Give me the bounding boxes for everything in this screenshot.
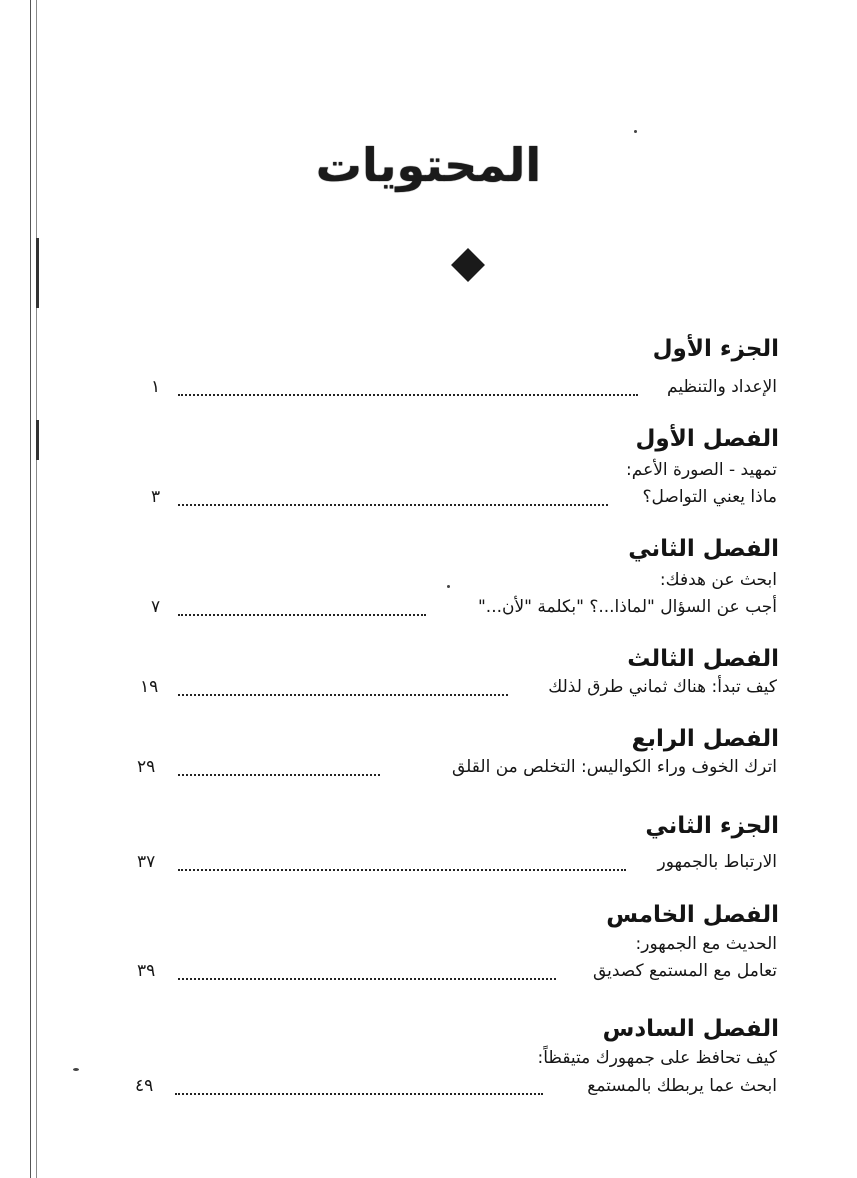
page-number: ١	[151, 377, 161, 397]
page-number: ٣٩	[137, 961, 156, 981]
dot-leader	[178, 774, 380, 776]
toc-entry-title: أجب عن السؤال "لماذا...؟ "بكلمة "لأن..."	[477, 597, 777, 617]
page-number: ٣	[151, 487, 161, 507]
part-heading: الجزء الثاني	[645, 813, 779, 839]
part-heading: الجزء الأول	[652, 336, 779, 362]
toc-entry-title: ابحث عما يربطك بالمستمع	[587, 1076, 777, 1096]
chapter-heading: الفصل السادس	[602, 1016, 779, 1042]
toc-entry-title: اترك الخوف وراء الكواليس: التخلص من القلق	[451, 757, 777, 777]
toc-entry-title: ماذا يعني التواصل؟	[642, 487, 777, 507]
page-number: ١٩	[140, 677, 159, 697]
page-number: ٣٧	[137, 852, 156, 872]
dot-leader	[178, 504, 608, 506]
dot-leader	[178, 394, 638, 396]
chapter-heading: الفصل الرابع	[631, 726, 779, 752]
page-number: ٧	[151, 597, 161, 617]
dot-leader	[175, 1093, 543, 1095]
toc-entry-title: تمهيد - الصورة الأعم:	[626, 460, 777, 480]
toc-entry-title: ابحث عن هدفك:	[659, 570, 777, 590]
dot-leader	[178, 694, 508, 696]
toc-entry-title: الارتباط بالجمهور	[657, 852, 777, 872]
page-number: ٤٩	[135, 1076, 154, 1096]
toc-entry-title: تعامل مع المستمع كصديق	[592, 961, 777, 981]
dot-leader	[178, 869, 626, 871]
chapter-heading: الفصل الثاني	[628, 536, 779, 562]
toc-entry-title: كيف تحافظ على جمهورك متيقظاً:	[537, 1048, 777, 1068]
chapter-heading: الفصل الخامس	[606, 902, 779, 928]
toc-entry-title: الحديث مع الجمهور:	[635, 934, 777, 954]
chapter-heading: الفصل الأول	[635, 426, 779, 452]
dot-leader	[178, 614, 426, 616]
toc-entry-title: كيف تبدأ: هناك ثماني طرق لذلك	[548, 677, 777, 697]
chapter-heading: الفصل الثالث	[627, 646, 779, 672]
toc-entry-title: الإعداد والتنظيم	[667, 377, 777, 397]
page-number: ٢٩	[137, 757, 156, 777]
page-title: المحتويات	[315, 138, 542, 192]
dot-leader	[178, 978, 556, 980]
